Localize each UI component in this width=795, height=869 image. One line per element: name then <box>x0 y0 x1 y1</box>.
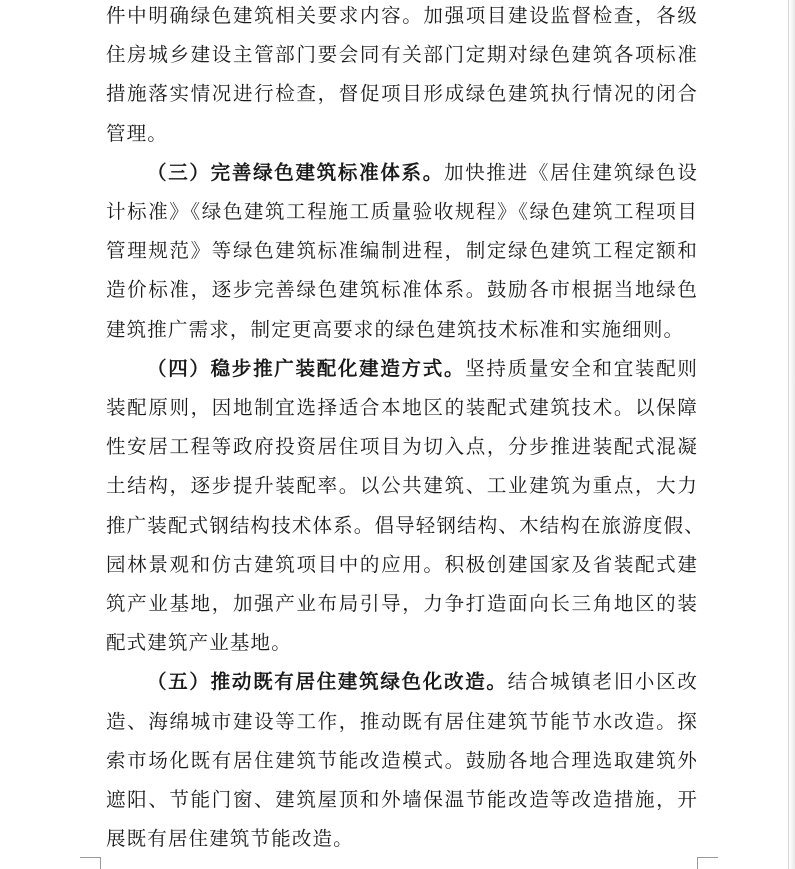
page-corner-mark-right <box>697 857 718 869</box>
text-line: 土结构，逐步提升装配率。以公共建筑、工业建筑为重点，大力 <box>106 474 698 498</box>
text-line: 展既有居住建筑节能改造。 <box>106 827 354 851</box>
text-line: 园林景观和仿古建筑项目中的应用。积极创建国家及省装配式建 <box>106 552 698 576</box>
text-line: 住房城乡建设主管部门要会同有关部门定期对绿色建筑各项标准 <box>106 43 698 67</box>
text-line: 装配原则，因地制宜选择适合本地区的装配式建筑技术。以保障 <box>106 396 698 420</box>
window-edge <box>788 0 795 869</box>
text-line: 筑产业基地，加强产业布局引导，力争打造面向长三角地区的装 <box>106 592 698 616</box>
paragraph-prefab <box>106 349 705 663</box>
text-run: 加快推进《居住建筑绿色设 <box>443 160 698 184</box>
paragraph-retrofit <box>106 662 698 858</box>
text-line: 推广装配式钢结构技术体系。倡导轻钢结构、木结构在旅游度假、 <box>106 513 705 537</box>
text-line: 造价标准，逐步完善绿色建筑标准体系。鼓励各市根据当地绿色 <box>106 278 698 302</box>
paragraph-supervision <box>106 0 698 153</box>
text-line: 索市场化既有居住建筑节能改造模式。鼓励各地合理选取建筑外 <box>106 748 698 772</box>
text-line: 遮阳、节能门窗、建筑屋顶和外墙保温节能改造等改造措施，开 <box>106 788 698 812</box>
paragraph-standards <box>106 153 698 349</box>
text-line: 造、海绵城市建设等工作，推动既有居住建筑节能节水改造。探 <box>106 709 698 733</box>
text-line: 配式建筑产业基地。 <box>106 631 292 655</box>
text-line <box>106 153 698 192</box>
text-line: 件中明确绿色建筑相关要求内容。加强项目建设监督检查，各级 <box>106 4 698 27</box>
text-line: 计标准》《绿色建筑工程施工质量验收规程》《绿色建筑工程项目 <box>106 200 698 224</box>
page-corner-mark-left <box>80 857 101 869</box>
section-heading-3: （三）完善绿色建筑标准体系。 <box>147 160 444 184</box>
text-line: 管理规范》等绿色建筑标准编制进程，制定绿色建筑工程定额和 <box>106 239 698 263</box>
text-line: 措施落实情况进行检查，督促项目形成绿色建筑执行情况的闭合 <box>106 82 698 106</box>
text-line <box>106 349 698 388</box>
section-heading-5: （五）推动既有居住建筑绿色化改造。 <box>147 670 508 694</box>
text-line: 性安居工程等政府投资居住项目为切入点，分步推进装配式混凝 <box>106 435 698 459</box>
text-line: 建筑推广需求，制定更高要求的绿色建筑技术标准和实施细则。 <box>106 317 685 341</box>
text-line: 管理。 <box>106 121 168 145</box>
section-heading-4: （四）稳步推广装配化建造方式。 <box>147 356 466 380</box>
text-run: 坚持质量安全和宜装配则 <box>465 356 698 380</box>
text-run: 结合城镇老旧小区改 <box>507 670 698 694</box>
document-body <box>106 0 705 858</box>
text-line <box>106 662 698 701</box>
